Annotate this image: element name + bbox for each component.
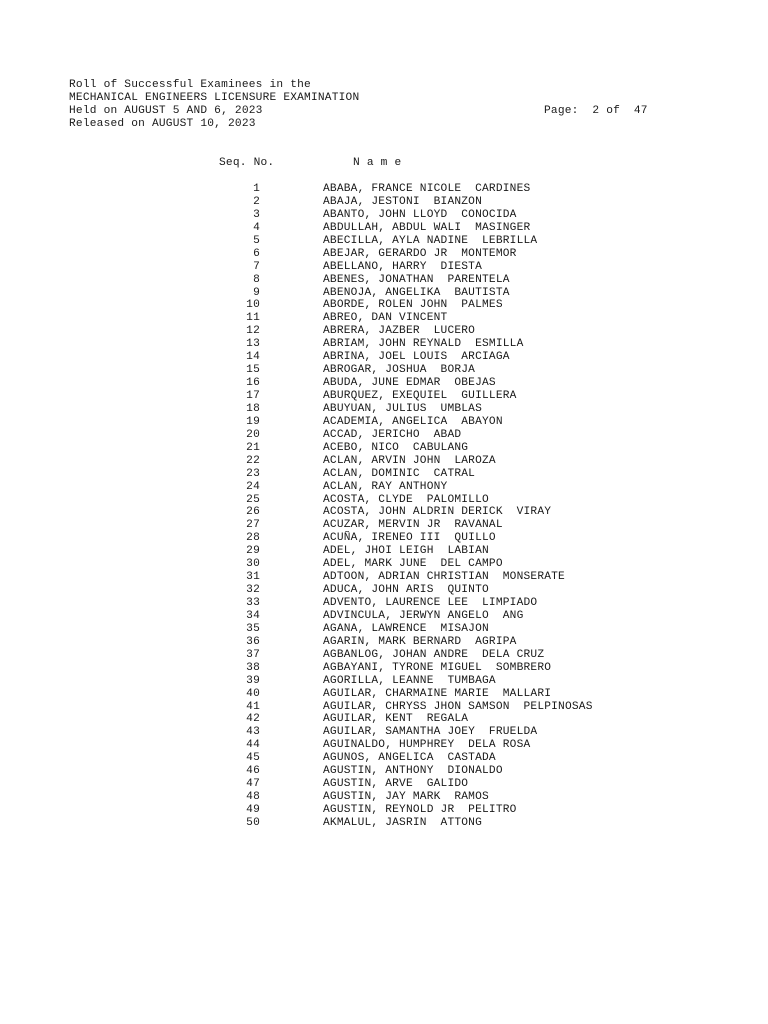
examinee-name: ABUDA, JUNE EDMAR OBEJAS bbox=[323, 377, 496, 390]
seq-number: 25 bbox=[246, 493, 260, 506]
list-item bbox=[0, 752, 768, 765]
list-item bbox=[0, 299, 768, 312]
seq-number: 29 bbox=[246, 545, 260, 558]
examinee-name: ACUZAR, MERVIN JR RAVANAL bbox=[323, 519, 503, 532]
list-item bbox=[0, 429, 768, 442]
examinee-name: ABENOJA, ANGELIKA BAUTISTA bbox=[323, 286, 510, 299]
examinee-name: ABABA, FRANCE NICOLE CARDINES bbox=[323, 183, 531, 195]
examinee-name: AGARIN, MARK BERNARD AGRIPA bbox=[323, 635, 517, 648]
examinee-name: ABANTO, JOHN LLOYD CONOCIDA bbox=[323, 208, 517, 221]
seq-number: 23 bbox=[246, 467, 260, 480]
seq-number: 6 bbox=[253, 247, 260, 260]
list-item bbox=[0, 584, 768, 597]
examinee-name: ABEJAR, GERARDO JR MONTEMOR bbox=[323, 247, 517, 260]
list-item bbox=[0, 196, 768, 209]
seq-number: 31 bbox=[246, 571, 260, 584]
seq-number: 37 bbox=[246, 648, 260, 661]
list-item bbox=[0, 468, 768, 481]
examinee-name: AGBAYANI, TYRONE MIGUEL SOMBRERO bbox=[323, 661, 552, 674]
examinee-name: ADEL, JHOI LEIGH LABIAN bbox=[323, 545, 489, 558]
list-item bbox=[0, 183, 768, 196]
list-item bbox=[0, 455, 768, 468]
seq-number: 8 bbox=[253, 273, 260, 286]
examinee-name: ACLAN, RAY ANTHONY bbox=[323, 480, 448, 493]
seq-number: 48 bbox=[246, 791, 260, 804]
seq-number: 19 bbox=[246, 415, 260, 428]
list-item bbox=[0, 636, 768, 649]
examinee-name: AGUSTIN, ANTHONY DIONALDO bbox=[323, 765, 503, 778]
examinee-name: ACOSTA, JOHN ALDRIN DERICK VIRAY bbox=[323, 506, 552, 519]
examinee-name: ACEBO, NICO CABULANG bbox=[323, 441, 469, 454]
examinee-name: ABDULLAH, ABDUL WALI MASINGER bbox=[323, 221, 531, 234]
seq-number: 26 bbox=[246, 506, 260, 519]
list-item bbox=[0, 726, 768, 739]
seq-number: 50 bbox=[246, 816, 260, 829]
seq-number: 13 bbox=[246, 338, 260, 351]
seq-number: 22 bbox=[246, 454, 260, 467]
examinee-name: ABRERA, JAZBER LUCERO bbox=[323, 325, 476, 338]
seq-number: 12 bbox=[246, 325, 260, 338]
examinee-name: ADTOON, ADRIAN CHRISTIAN MONSERATE bbox=[323, 571, 565, 584]
examinee-name: AGUILAR, SAMANTHA JOEY FRUELDA bbox=[323, 726, 538, 739]
examinee-name: ABREO, DAN VINCENT bbox=[323, 312, 448, 325]
page-indicator: Page: 2 of 47 bbox=[544, 105, 648, 117]
name-column-header: N a m e bbox=[353, 157, 402, 169]
list-item bbox=[0, 390, 768, 403]
examinee-name: ABUYUAN, JULIUS UMBLAS bbox=[323, 402, 483, 415]
list-item bbox=[0, 597, 768, 610]
seq-number: 33 bbox=[246, 597, 260, 609]
examinee-name: AGANA, LAWRENCE MISAJON bbox=[323, 622, 489, 635]
seq-number: 5 bbox=[253, 234, 260, 247]
list-item bbox=[0, 778, 768, 791]
examinee-name: ABENES, JONATHAN PARENTELA bbox=[323, 273, 510, 286]
list-item bbox=[0, 558, 768, 571]
seq-number: 49 bbox=[246, 804, 260, 816]
list-item bbox=[0, 804, 768, 817]
list-item bbox=[0, 222, 768, 235]
list-item bbox=[0, 571, 768, 584]
examinee-name: ABORDE, ROLEN JOHN PALMES bbox=[323, 299, 503, 312]
seq-number: 9 bbox=[253, 286, 260, 299]
examinee-name: AGUILAR, CHRYSS JHON SAMSON PELPINOSAS bbox=[323, 700, 593, 713]
seq-number: 21 bbox=[246, 441, 260, 454]
seq-number: 15 bbox=[246, 364, 260, 377]
examinee-name: AGUINALDO, HUMPHREY DELA ROSA bbox=[323, 739, 531, 752]
seq-number: 24 bbox=[246, 480, 260, 493]
seq-number: 34 bbox=[246, 609, 260, 622]
list-item bbox=[0, 506, 768, 519]
examinee-name: ACLAN, ARVIN JOHN LAROZA bbox=[323, 454, 496, 467]
seq-number: 40 bbox=[246, 687, 260, 700]
list-item bbox=[0, 351, 768, 364]
examinee-name: ABURQUEZ, EXEQUIEL GUILLERA bbox=[323, 390, 517, 402]
seq-number: 38 bbox=[246, 661, 260, 674]
list-item bbox=[0, 610, 768, 623]
seq-number: 30 bbox=[246, 558, 260, 571]
examinee-name: ADUCA, JOHN ARIS QUINTO bbox=[323, 584, 489, 597]
list-item bbox=[0, 248, 768, 261]
examinee-name: AGUILAR, KENT REGALA bbox=[323, 713, 469, 726]
list-item bbox=[0, 481, 768, 494]
seq-number: 3 bbox=[253, 208, 260, 221]
seq-number: 1 bbox=[253, 183, 260, 195]
examinee-name: AGORILLA, LEANNE TUMBAGA bbox=[323, 674, 496, 687]
seq-number: 14 bbox=[246, 351, 260, 364]
list-item bbox=[0, 325, 768, 338]
examinee-name: ABELLANO, HARRY DIESTA bbox=[323, 260, 483, 273]
examinee-name: ABRIAM, JOHN REYNALD ESMILLA bbox=[323, 338, 524, 351]
list-item bbox=[0, 364, 768, 377]
list-item bbox=[0, 235, 768, 248]
examinee-name: ACLAN, DOMINIC CATRAL bbox=[323, 467, 476, 480]
examinee-name: AGUSTIN, JAY MARK RAMOS bbox=[323, 791, 489, 804]
seq-number: 39 bbox=[246, 674, 260, 687]
examinee-name: ACOSTA, CLYDE PALOMILLO bbox=[323, 493, 489, 506]
list-item bbox=[0, 817, 768, 830]
seq-number: 16 bbox=[246, 377, 260, 390]
seq-column-header: Seq. No. bbox=[219, 157, 275, 169]
list-item bbox=[0, 713, 768, 726]
seq-number: 27 bbox=[246, 519, 260, 532]
seq-number: 7 bbox=[253, 260, 260, 273]
document-title-line-1: Roll of Successful Examinees in the bbox=[69, 79, 311, 91]
seq-number: 2 bbox=[253, 195, 260, 208]
examinee-name: ABECILLA, AYLA NADINE LEBRILLA bbox=[323, 234, 538, 247]
examinee-name: ADVENTO, LAURENCE LEE LIMPIADO bbox=[323, 597, 538, 609]
list-item bbox=[0, 261, 768, 274]
list-item bbox=[0, 338, 768, 351]
examinee-name: ACCAD, JERICHO ABAD bbox=[323, 428, 462, 441]
list-item bbox=[0, 662, 768, 675]
seq-number: 20 bbox=[246, 428, 260, 441]
exam-name: MECHANICAL ENGINEERS LICENSURE EXAMINATION bbox=[69, 92, 360, 104]
examinee-name: ACADEMIA, ANGELICA ABAYON bbox=[323, 415, 503, 428]
list-item bbox=[0, 532, 768, 545]
seq-number: 36 bbox=[246, 635, 260, 648]
seq-number: 46 bbox=[246, 765, 260, 778]
list-item bbox=[0, 494, 768, 507]
examinee-name: AGUILAR, CHARMAINE MARIE MALLARI bbox=[323, 687, 552, 700]
seq-number: 11 bbox=[246, 312, 260, 325]
list-item bbox=[0, 274, 768, 287]
examinee-name: ADEL, MARK JUNE DEL CAMPO bbox=[323, 558, 503, 571]
examinee-list bbox=[0, 183, 768, 830]
list-item bbox=[0, 377, 768, 390]
list-item bbox=[0, 649, 768, 662]
examinee-name: ACUÑA, IRENEO III QUILLO bbox=[323, 532, 496, 545]
seq-number: 10 bbox=[246, 299, 260, 312]
seq-number: 18 bbox=[246, 402, 260, 415]
list-item bbox=[0, 739, 768, 752]
examinee-name: ABROGAR, JOSHUA BORJA bbox=[323, 364, 476, 377]
list-item bbox=[0, 623, 768, 636]
release-date: Released on AUGUST 10, 2023 bbox=[69, 118, 256, 130]
list-item bbox=[0, 209, 768, 222]
examinee-name: AGBANLOG, JOHAN ANDRE DELA CRUZ bbox=[323, 648, 545, 661]
list-item bbox=[0, 545, 768, 558]
seq-number: 32 bbox=[246, 584, 260, 597]
list-item bbox=[0, 416, 768, 429]
seq-number: 43 bbox=[246, 726, 260, 739]
seq-number: 28 bbox=[246, 532, 260, 545]
list-item bbox=[0, 791, 768, 804]
list-item bbox=[0, 442, 768, 455]
seq-number: 4 bbox=[253, 221, 260, 234]
list-item bbox=[0, 688, 768, 701]
list-item bbox=[0, 312, 768, 325]
examinee-name: AGUSTIN, REYNOLD JR PELITRO bbox=[323, 804, 517, 816]
seq-number: 45 bbox=[246, 752, 260, 765]
examinee-name: AKMALUL, JASRIN ATTONG bbox=[323, 816, 483, 829]
list-item bbox=[0, 675, 768, 688]
list-item bbox=[0, 519, 768, 532]
seq-number: 41 bbox=[246, 700, 260, 713]
seq-number: 42 bbox=[246, 713, 260, 726]
examinee-name: ABRINA, JOEL LOUIS ARCIAGA bbox=[323, 351, 510, 364]
list-item bbox=[0, 287, 768, 300]
exam-held-date: Held on AUGUST 5 AND 6, 2023 bbox=[69, 105, 263, 117]
seq-number: 47 bbox=[246, 778, 260, 791]
seq-number: 35 bbox=[246, 622, 260, 635]
examinee-name: AGUNOS, ANGELICA CASTADA bbox=[323, 752, 496, 765]
examinee-name: ADVINCULA, JERWYN ANGELO ANG bbox=[323, 609, 524, 622]
examinee-name: AGUSTIN, ARVE GALIDO bbox=[323, 778, 469, 791]
examinee-name: ABAJA, JESTONI BIANZON bbox=[323, 195, 483, 208]
seq-number: 17 bbox=[246, 390, 260, 402]
list-item bbox=[0, 403, 768, 416]
list-item bbox=[0, 765, 768, 778]
list-item bbox=[0, 701, 768, 714]
seq-number: 44 bbox=[246, 739, 260, 752]
